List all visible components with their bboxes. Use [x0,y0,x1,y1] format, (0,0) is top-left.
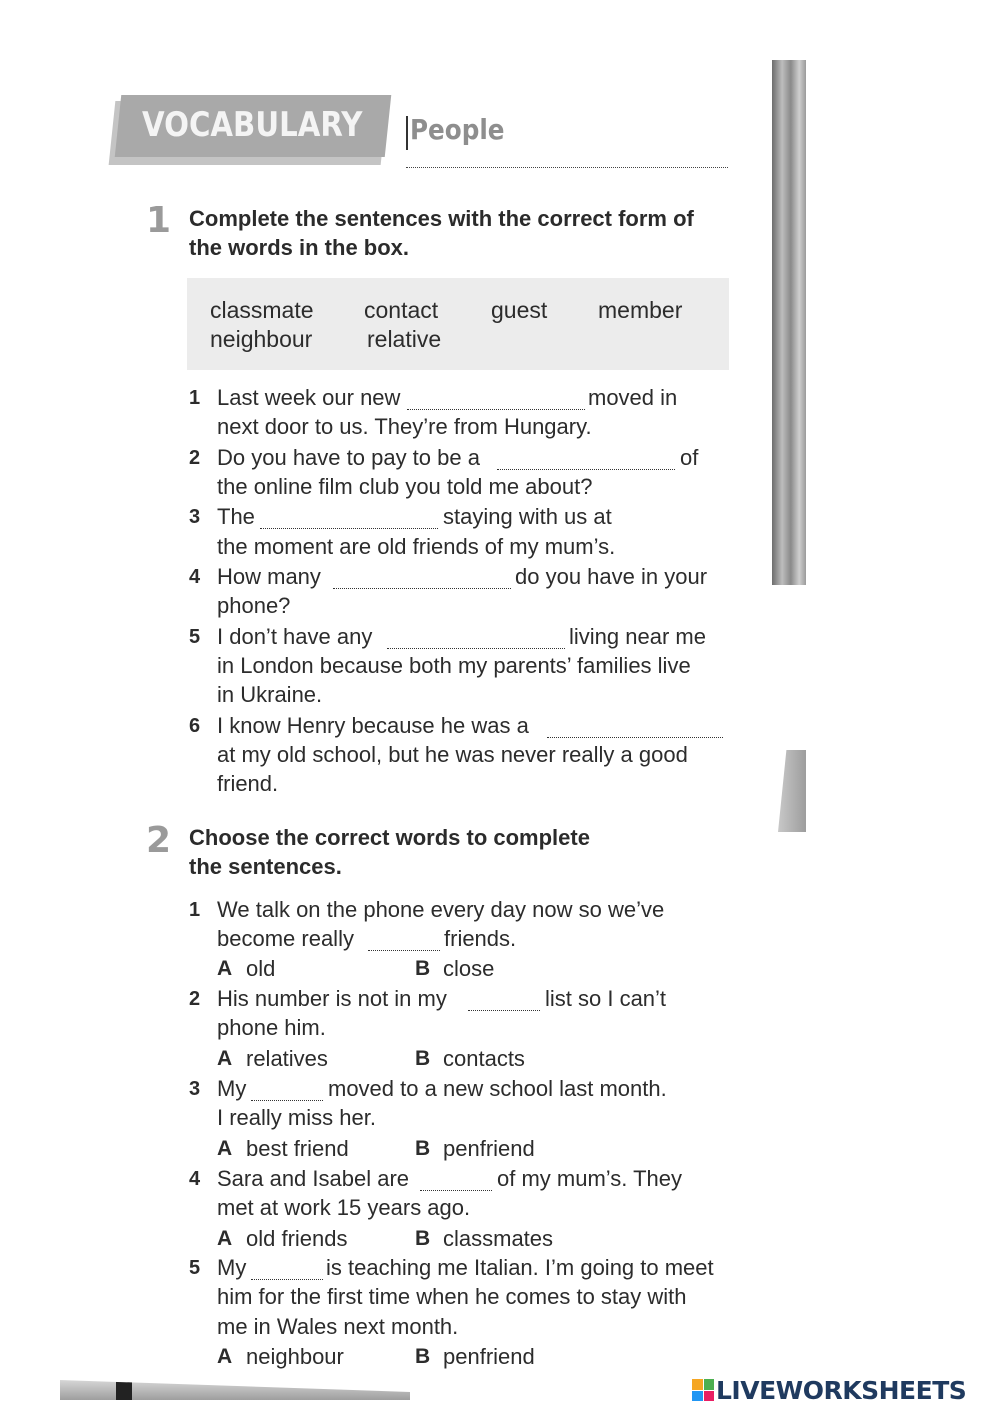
sentence-text: of [680,445,699,470]
sentence-text: next door to us. They’re from Hungary. [217,414,592,439]
answer-gap[interactable] [251,1099,323,1101]
sentence-text: moved in [588,385,678,410]
sentence-text: phone him. [217,1015,326,1040]
topic-underline [406,167,728,168]
vocabulary-banner [116,95,392,157]
option-b[interactable]: close [443,956,495,981]
sentence-text: become really [217,926,354,951]
option-a[interactable]: neighbour [246,1344,344,1369]
sentence-text: Sara and Isabel are [217,1166,410,1191]
sentence-text: the online film club you told me about? [217,474,593,499]
option-a[interactable]: old [246,956,276,981]
bottom-photo-strip [60,1380,410,1400]
option-b[interactable]: classmates [443,1226,554,1251]
item-number: 2 [189,988,201,1010]
option-a-letter: A [217,1047,233,1070]
option-b-letter: B [415,957,431,980]
option-a[interactable]: relatives [246,1046,328,1071]
sentence-text: friends. [444,926,517,951]
sentence-text: We talk on the phone every day now so we’ve [217,897,665,922]
item-number: 4 [189,566,201,588]
option-b-letter: B [415,1227,431,1250]
box-word: neighbour [210,326,313,352]
sentence-text: in Ukraine. [217,682,323,707]
sentence-text: How many [217,564,321,589]
logo-tile [704,1391,715,1402]
option-b-letter: B [415,1047,431,1070]
sentence-text: friend. [217,771,279,796]
option-a-letter: A [217,957,233,980]
answer-gap[interactable] [251,1278,323,1280]
item-number: 5 [189,626,201,648]
box-word: relative [367,326,442,352]
text-cursor [406,116,408,150]
sentence-text: Do you have to pay to be a [217,445,480,470]
item-number: 5 [189,1257,201,1279]
option-b-letter: B [415,1137,431,1160]
answer-gap[interactable] [547,736,723,738]
answer-gap[interactable] [407,408,585,410]
answer-gap[interactable] [468,1009,540,1011]
sentence-text: I really miss her. [217,1105,376,1130]
logo-tile [704,1379,715,1390]
exercise-2-title: Choose the correct words to complete the sentences. [189,825,590,879]
box-word: classmate [210,297,314,323]
answer-gap[interactable] [420,1189,492,1191]
option-b[interactable]: contacts [443,1046,525,1071]
sentence-text: phone? [217,593,291,618]
sentence-text: The [217,504,255,529]
topic-title: People [410,113,505,146]
item-number: 2 [189,447,201,469]
answer-gap[interactable] [497,468,675,470]
sentence-text: him for the first time when he comes to stay with [217,1284,687,1309]
sentence-text: do you have in your [515,564,708,589]
liveworksheets-logo-icon [692,1379,714,1401]
option-b[interactable]: penfriend [443,1344,535,1369]
answer-gap[interactable] [333,587,511,589]
sentence-text: met at work 15 years ago. [217,1195,471,1220]
sentence-text: I don’t have any [217,624,373,649]
item-number: 1 [189,387,201,409]
sentence-text: list so I can’t [545,986,667,1011]
logo-text: LIVEWORKSHEETS [716,1375,967,1405]
option-b[interactable]: penfriend [443,1136,535,1161]
item-number: 3 [189,506,201,528]
sentence-text: the moment are old friends of my mum’s. [217,534,616,559]
option-b-letter: B [415,1345,431,1368]
exercise-2-number: 2 [146,820,172,861]
logo-tile [692,1379,703,1390]
sentence-text: at my old school, but he was never really a good [217,742,688,767]
sentence-text: staying with us at [443,504,612,529]
sentence-text: in London because both my parents’ families live [217,653,691,678]
logo-tile [692,1391,703,1402]
sentence-text: My [217,1076,247,1101]
option-a-letter: A [217,1137,233,1160]
option-a-letter: A [217,1345,233,1368]
side-photo-fragment [778,750,806,832]
answer-gap[interactable] [260,527,438,529]
box-word: member [598,297,683,323]
answer-gap[interactable] [368,949,440,951]
sentence-text: is teaching me Italian. I’m going to meet [326,1255,714,1280]
sentence-text: moved to a new school last month. [328,1076,667,1101]
option-a[interactable]: old friends [246,1226,348,1251]
sentence-text: living near me [569,624,706,649]
box-word: guest [491,297,548,323]
sentence-text: His number is not in my [217,986,447,1011]
sentence-text: of my mum’s. They [497,1166,683,1191]
sentence-text: Last week our new [217,385,401,410]
item-number: 1 [189,899,201,921]
item-number: 4 [189,1168,201,1190]
option-a[interactable]: best friend [246,1136,349,1161]
sentence-text: I know Henry because he was a [217,713,529,738]
item-number: 3 [189,1078,201,1100]
section-title: VOCABULARY [142,105,363,145]
word-box [187,278,729,370]
side-photo-strip [772,60,806,585]
option-a-letter: A [217,1227,233,1250]
box-word: contact [364,297,439,323]
liveworksheets-logo [692,1374,966,1406]
sentence-text: My [217,1255,247,1280]
exercise-1-title: Complete the sentences with the correct form of the words in the box. [189,206,694,260]
answer-gap[interactable] [387,647,565,649]
sentence-text: me in Wales next month. [217,1314,459,1339]
exercise-1-number: 1 [146,200,172,241]
item-number: 6 [189,715,201,737]
